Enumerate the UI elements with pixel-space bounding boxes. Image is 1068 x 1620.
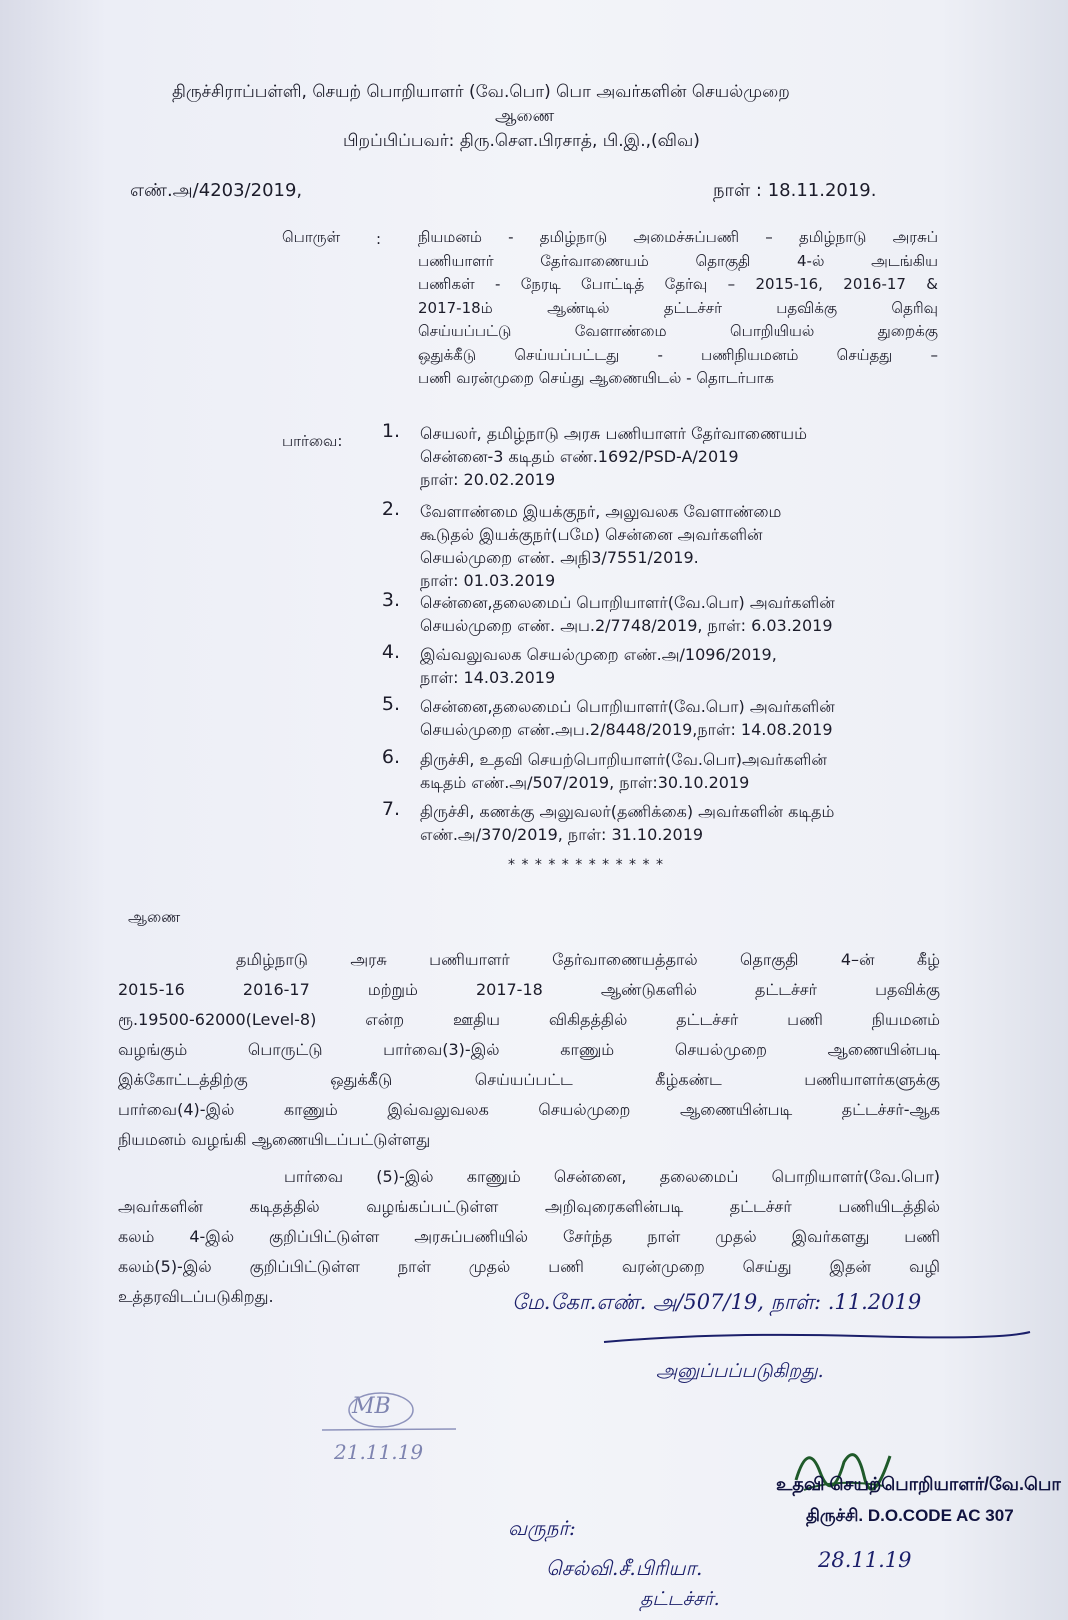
subject-line: செய்யப்பட்டு வேளாண்மை பொறியியல் துறைக்கு <box>418 322 938 340</box>
received-signature: செல்வி.சீ.பிரியா. <box>546 1556 703 1580</box>
received-role: தட்டச்சர். <box>640 1588 720 1610</box>
paragraph-line: 2015-16 2016-17 மற்றும் 2017-18 ஆண்டுகளில் தட்டச்சர் பதவிக்கு <box>118 980 940 999</box>
faded-date: 21.11.19 <box>334 1440 424 1464</box>
reference-line: நாள்: 01.03.2019 <box>420 571 556 590</box>
reference-number-label: 4. <box>381 641 400 663</box>
reference-line: திருச்சி, உதவி செயற்பொறியாளர்(வே.பொ)அவர்களின் <box>420 750 827 769</box>
reference-line: செயல்முறை எண். அப.2/7748/2019, நாள்: 6.03.2019 <box>420 616 833 635</box>
subject-line: 2017-18ம் ஆண்டில் தட்டச்சர் பதவிக்கு தெரிவு <box>418 298 938 317</box>
reference-line: சென்னை-3 கடிதம் எண்.1692/PSD-A/2019 <box>420 447 739 466</box>
note-underline <box>600 1320 1040 1350</box>
paragraph-line: இக்கோட்டத்திற்கு ஒதுக்கீடு செய்யப்பட்ட கீழ்கண்ட பணியாளர்களுக்கு <box>118 1070 940 1089</box>
subject-line: ஒதுக்கீடு செய்யப்பட்டது - பணிநியமனம் செய்தது – <box>418 345 938 364</box>
subject-line: பணியாளர் தேர்வாணையம் தொகுதி 4-ல் அடங்கிய <box>418 251 938 270</box>
reference-line: இவ்வலுவலக செயல்முறை எண்.அ/1096/2019, <box>420 645 777 664</box>
paragraph-line: வழங்கும் பொருட்டு பார்வை(3)-இல் காணும் செயல்முறை ஆணையின்படி <box>118 1040 940 1059</box>
separator-stars: * * * * * * * * * * * * <box>508 857 664 873</box>
received-label: வருநர்: <box>508 1516 576 1540</box>
reference-date: நாள் : 18.11.2019. <box>713 180 877 201</box>
order-heading: ஆணை <box>128 908 181 926</box>
paragraph-line: கலம் 4-இல் குறிப்பிட்டுள்ள அரசுப்பணியில் சேர்ந்த நாள் முதல் இவர்களது பணி <box>118 1227 940 1246</box>
paragraph-line: உத்தரவிடப்படுகிறது. <box>118 1287 274 1306</box>
handwritten-sent-note: அனுப்பப்படுகிறது. <box>656 1360 824 1382</box>
issuer-line: பிறப்பிப்பவர்: திரு.செள.பிரசாத், பி.இ.,(விவ) <box>343 131 700 151</box>
reference-number-label: 5. <box>381 693 400 715</box>
reference-line: நாள்: 14.03.2019 <box>420 668 556 687</box>
reference-line: வேளாண்மை இயக்குநர், அலுவலக வேளாண்மை <box>420 502 782 521</box>
paragraph-line: தமிழ்நாடு அரசு பணியாளர் தேர்வாணையத்தால் தொகுதி 4–ன் கீழ் <box>236 950 940 969</box>
reference-number-label: 3. <box>381 589 400 611</box>
paragraph-line: ரூ.19500-62000(Level-8) என்ற ஊதிய விகிதத்தில் தட்டச்சர் பணி நியமனம் <box>118 1010 940 1029</box>
header-line-2: ஆணை <box>495 106 555 126</box>
paragraph-line: அவர்களின் கடிதத்தில் வழங்கப்பட்டுள்ள அறிவுரைகளின்படி தட்டச்சர் பணியிடத்தில் <box>118 1197 940 1216</box>
faded-initials: MB <box>352 1394 391 1419</box>
office-code-seal: திருச்சி. D.O.CODE AC 307 <box>806 1506 1014 1525</box>
paragraph-line: கலம்(5)-இல் குறிப்பிட்டுள்ள நாள் முதல் பணி வரன்முறை செய்து இதன் வழி <box>118 1257 940 1276</box>
references-label: பார்வை: <box>282 432 343 450</box>
reference-line: திருச்சி, கணக்கு அலுவலர்(தணிக்கை) அவர்களின் கடிதம் <box>420 802 835 821</box>
reference-number-label: 1. <box>381 420 400 442</box>
reference-line: செயல்முறை எண்.அப.2/8448/2019,நாள்: 14.08.2019 <box>420 720 833 739</box>
reference-number-label: 2. <box>381 498 400 520</box>
subject-label: பொருள் <box>282 228 341 246</box>
reference-line: சென்னை,தலைமைப் பொறியாளர்(வே.பொ) அவர்களின் <box>420 697 835 716</box>
paragraph-line: பார்வை (5)-இல் காணும் சென்னை, தலைமைப் பொறியாளர்(வே.பொ) <box>284 1167 940 1186</box>
reference-number-label: 6. <box>381 746 400 768</box>
reference-line: கூடுதல் இயக்குநர்(பமே) சென்னை அவர்களின் <box>420 525 763 544</box>
reference-number-label: 7. <box>381 798 400 820</box>
order-paragraph-1 <box>118 945 940 1155</box>
reference-line: எண்.அ/370/2019, நாள்: 31.10.2019 <box>420 825 704 844</box>
reference-line: நாள்: 20.02.2019 <box>420 470 556 489</box>
designation-seal: உதவி செயற்பொறியாளர்/வே.பொ <box>776 1474 1061 1494</box>
subject-line: பணி வரன்முறை செய்து ஆணையிடல் - தொடர்பாக <box>418 369 774 387</box>
subject-colon: : <box>376 230 382 248</box>
reference-number: எண்.அ/4203/2019, <box>130 180 303 201</box>
subject-line: பணிகள் - நேரடி போட்டித் தேர்வு – 2015-16, 2016-17 & <box>418 275 938 293</box>
reference-line: செயலர், தமிழ்நாடு அரசு பணியாளர் தேர்வாணையம் <box>420 424 808 443</box>
faded-line <box>320 1424 460 1436</box>
reference-line: கடிதம் எண்.அ/507/2019, நாள்:30.10.2019 <box>420 773 750 792</box>
paragraph-line: நியமனம் வழங்கி ஆணையிடப்பட்டுள்ளது <box>118 1130 431 1149</box>
header-line-1: திருச்சிராப்பள்ளி, செயற் பொறியாளர் (வே.பொ) பொ அவர்களின் செயல்முறை <box>172 82 790 102</box>
reference-line: செயல்முறை எண். அநி3/7551/2019. <box>420 548 699 567</box>
signature-date: 28.11.19 <box>818 1548 912 1572</box>
reference-line: சென்னை,தலைமைப் பொறியாளர்(வே.பொ) அவர்களின் <box>420 593 835 612</box>
handwritten-forward-note: மே.கோ.எண். அ/507/19, நாள்: .11.2019 <box>512 1290 922 1314</box>
subject-line: நியமனம் - தமிழ்நாடு அமைச்சுப்பணி – தமிழ்நாடு அரசுப் <box>418 228 938 246</box>
paragraph-line: பார்வை(4)-இல் காணும் இவ்வலுவலக செயல்முறை ஆணையின்படி தட்டச்சர்-ஆக <box>118 1100 940 1119</box>
